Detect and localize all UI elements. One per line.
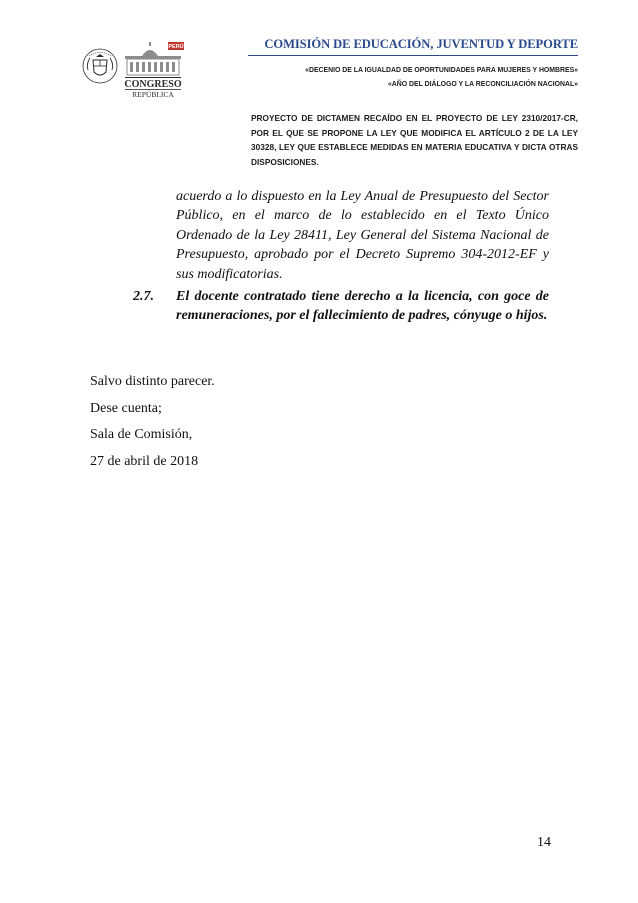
continuation-paragraph: acuerdo a lo dispuesto en la Ley Anual de Presupuesto del Sector Público, en el marco de lo establecido en el Texto Único Ordenado de la Ley 28411, Ley General del Sistema Nacional de Presupuesto, aprobado por el Decreto Supremo 304-2012-EF y sus modificatorias. xyxy=(176,189,549,282)
logo-congreso-text: CONGRESO xyxy=(124,79,182,90)
coat-of-arms-icon xyxy=(83,49,117,83)
decade-line-2: «AÑO DEL DIÁLOGO Y LA RECONCILIACIÓN NACIONAL» xyxy=(387,81,578,88)
item-text: El docente contratado tiene derecho a la licencia, con goce de remuneraciones, por el fallecimiento de padres, cónyuge o hijos. xyxy=(176,289,549,324)
decade-line-1: «DECENIO DE LA IGUALDAD DE OPORTUNIDADES PARA MUJERES Y HOMBRES» xyxy=(305,67,578,74)
closing-date: 27 de abril de 2018 xyxy=(90,453,199,469)
closing-line-3: Sala de Comisión, xyxy=(90,427,193,443)
logo-republica-text: REPÚBLICA xyxy=(132,90,174,98)
item-number: 2.7. xyxy=(133,289,154,304)
decade-motto xyxy=(250,66,578,89)
congress-logo xyxy=(80,36,190,98)
closing-line-2: Dese cuenta; xyxy=(90,400,162,416)
project-title: PROYECTO DE DICTAMEN RECAÍDO EN EL PROYECTO DE LEY 2310/2017-CR, POR EL QUE SE PROPONE LA LEY QUE MODIFICA EL ARTÍCULO 2 DE LA LEY 30328, LEY QUE ESTABLECE MEDIDAS EN MATERIA EDUCATIVA Y DICTA OTRAS DISPOSICIONES. xyxy=(251,113,578,167)
closing-line-1: Salvo distinto parecer. xyxy=(90,374,215,389)
congress-logo-graphic xyxy=(80,36,190,98)
commission-title: COMISIÓN DE EDUCACIÓN, JUVENTUD Y DEPORTE xyxy=(248,35,578,56)
page-number: 14 xyxy=(537,835,551,850)
closing-block xyxy=(90,373,215,479)
peru-badge-text: PERÚ xyxy=(168,44,184,51)
